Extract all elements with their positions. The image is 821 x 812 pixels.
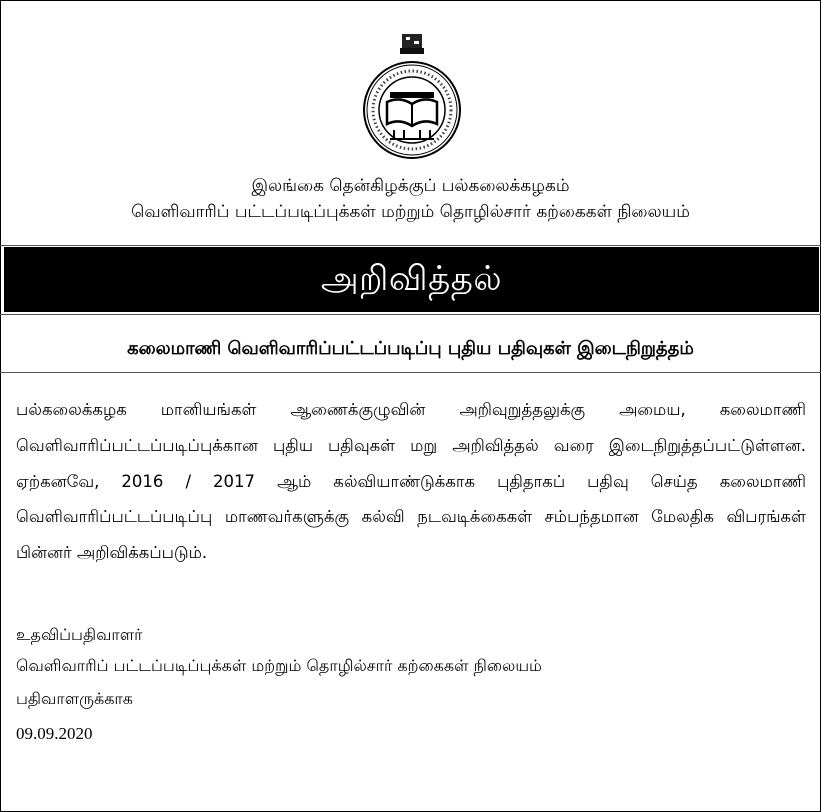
signatory-designation: உதவிப்பதிவாளர் bbox=[16, 625, 143, 644]
signatory-centre: வெளிவாரிப் பட்டப்படிப்புக்கள் மற்றும் தொழில்சார் கற்கைகள் நிலையம் bbox=[16, 656, 542, 675]
notice-banner: அறிவித்தல் bbox=[4, 247, 819, 312]
university-name: இலங்கை தென்கிழக்குப் பல்கலைக்கழகம் bbox=[251, 176, 570, 196]
divider bbox=[0, 245, 821, 246]
divider bbox=[0, 372, 821, 373]
signatory-on-behalf: பதிவாளருக்காக bbox=[16, 689, 134, 708]
centre-name: வெளிவாரிப் பட்டப்படிப்புக்கள் மற்றும் தொழில்சார் கற்கைகள் நிலையம் bbox=[131, 202, 690, 222]
divider bbox=[0, 314, 821, 315]
notice-body: பல்கலைக்கழக மானியங்கள் ஆணைக்குழுவின் அறிவுறுத்தலுக்கு அமைய, கலைமாணி வெளிவாரிப்பட்டப்படிப்புக்கான புதிய பதிவுகள் மறு அறிவித்தல் வரை இடைநிறுத்தப்பட்டுள்ளன. ஏற்கனவே, 2016 / 2017 ஆம் கல்வியாண்டுக்காக புதிதாகப் பதிவு செய்த கலைமாணி வெளிவாரிப்பட்டப்படிப்பு மாணவர்களுக்கு கல்வி நடவடிக்கைகள் சம்பந்தமான மேலதிக விபரங்கள் பின்னர் அறிவிக்கப்படும். bbox=[16, 400, 806, 563]
university-seal-icon bbox=[360, 32, 464, 172]
notice-date: 09.09.2020 bbox=[16, 724, 93, 743]
notice-subject: கலைமாணி வெளிவாரிப்பட்டப்படிப்பு புதிய பதிவுகள் இடைநிறுத்தம் bbox=[127, 338, 694, 359]
